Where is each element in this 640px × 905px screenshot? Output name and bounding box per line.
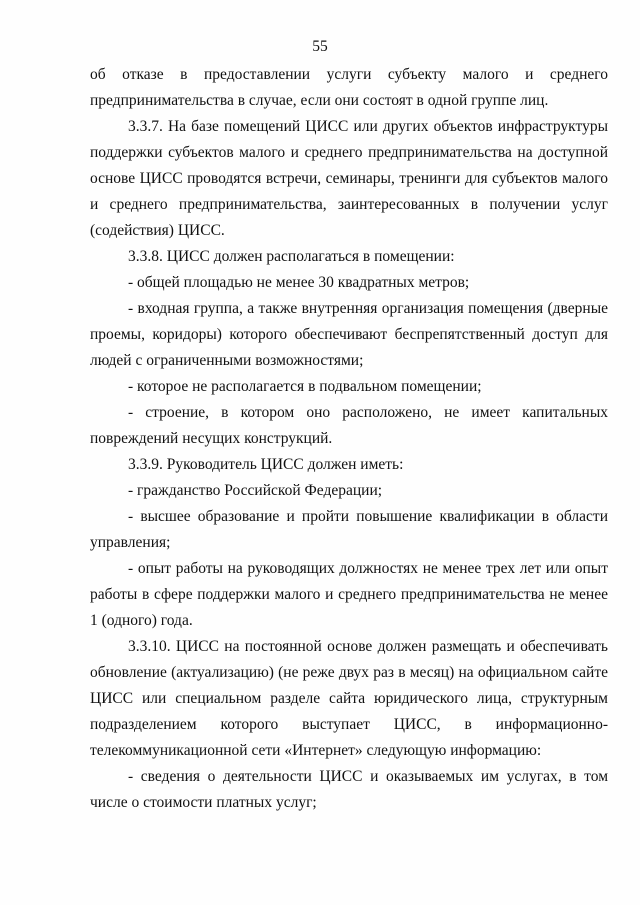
list-item-area: - общей площадью не менее 30 квадратных метров; [128,274,470,291]
list-item-experience: - опыт работы на руководящих должностях не менее трех лет или опыт работы в сфере поддержки малого и среднего предпринимательства не менее 1 (одного) года. [90,560,608,629]
list-item-entrance: - входная группа, а также внутренняя организация помещения (дверные проемы, коридоры) которого обеспечивают беспрепятственный доступ для людей с ограниченными возможностями; [90,300,608,369]
paragraph-3-3-7: 3.3.7. На базе помещений ЦИСС или других объектов инфраструктуры поддержки субъектов малого и среднего предпринимательства на доступной основе ЦИСС проводятся встречи, семинары, тренинги для субъектов малого и среднего предпринимательства, заинтересованных в получении услуг (содействия) ЦИСС. [90,118,608,239]
paragraph-3-3-8: 3.3.8. ЦИСС должен располагаться в помещении: [128,248,455,265]
paragraph-continuation: об отказе в предоставлении услуги субъекту малого и среднего предпринимательства в случае, если они состоят в одной группе лиц. [90,66,608,109]
list-item-activity-info: - сведения о деятельности ЦИСС и оказываемых им услугах, в том числе о стоимости платных услуг; [90,768,608,811]
list-item-citizenship: - гражданство Российской Федерации; [128,482,383,499]
list-item-education: - высшее образование и пройти повышение квалификации в области управления; [90,508,608,551]
paragraph-3-3-9: 3.3.9. Руководитель ЦИСС должен иметь: [128,456,404,473]
document-body [90,62,608,816]
list-item-basement: - которое не располагается в подвальном помещении; [128,378,482,395]
paragraph-3-3-10: 3.3.10. ЦИСС на постоянной основе должен размещать и обеспечивать обновление (актуализацию) (не реже двух раз в месяц) на официальном сайте ЦИСС или специальном разделе сайта юридического лица, структурным подразделением которого выступает ЦИСС, в информационно-телекоммуникационной сети «Интернет» следующую информацию: [90,638,608,759]
page-number: 55 [312,38,328,55]
list-item-building: - строение, в котором оно расположено, не имеет капитальных повреждений несущих конструкций. [90,404,608,447]
